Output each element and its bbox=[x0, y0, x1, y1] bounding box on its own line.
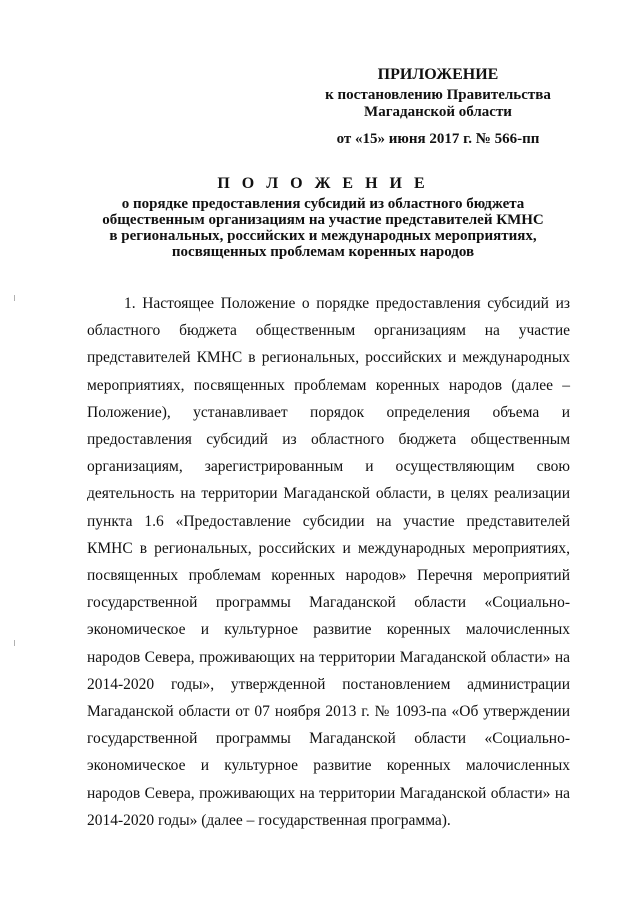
heading-title: П О Л О Ж Е Н И Е bbox=[217, 175, 429, 192]
appendix-block bbox=[308, 66, 568, 148]
appendix-order: от «15» июня 2017 г. № 566-пп bbox=[336, 131, 540, 147]
heading-line-1: о порядке предоставления субсидий из областного бюджета bbox=[121, 196, 525, 212]
scan-margin-mark bbox=[14, 295, 15, 301]
appendix-title: ПРИЛОЖЕНИЕ bbox=[377, 66, 499, 83]
document-heading bbox=[88, 176, 558, 260]
heading-line-2: общественным организациям на участие представителей КМНС bbox=[102, 212, 544, 228]
appendix-line-2: Магаданской области bbox=[364, 104, 512, 120]
heading-line-4: посвященных проблемам коренных народов bbox=[171, 244, 475, 260]
scan-margin-mark bbox=[14, 640, 15, 646]
appendix-line-1: к постановлению Правительства bbox=[325, 87, 551, 103]
heading-line-3: в региональных, российских и международных мероприятиях, bbox=[109, 228, 537, 244]
body-paragraph-1: 1. Настоящее Положение о порядке предоставления субсидий из областного бюджета общественным организациям на участие представителей КМНС в региональных, российских и международных мероприятиях, посвященных проблемам коренных народов (далее – Положение), устанавливает порядок определения объема и предоставления субсидий из областного бюджета общественным организациям, зарегистрированным и осуществляющим свою деятельность на территории Магаданской области, в целях реализации пункта 1.6 «Предоставление субсидии на участие представителей КМНС в региональных, российских и международных мероприятиях, посвященных проблемам коренных народов» Перечня мероприятий государственной программы Магаданской области «Социально-экономическое и культурное развитие коренных малочисленных народов Севера, проживающих на территории Магаданской области» на 2014-2020 годы», утвержденной постановлением администрации Магаданской области от 07 ноября 2013 г. № 1093-па «Об утверждении государственной программы Магаданской области «Социально-экономическое и культурное развитие коренных малочисленных народов Севера, проживающих на территории Магаданской области» на 2014-2020 годы» (далее – государственная программа). bbox=[87, 295, 570, 829]
